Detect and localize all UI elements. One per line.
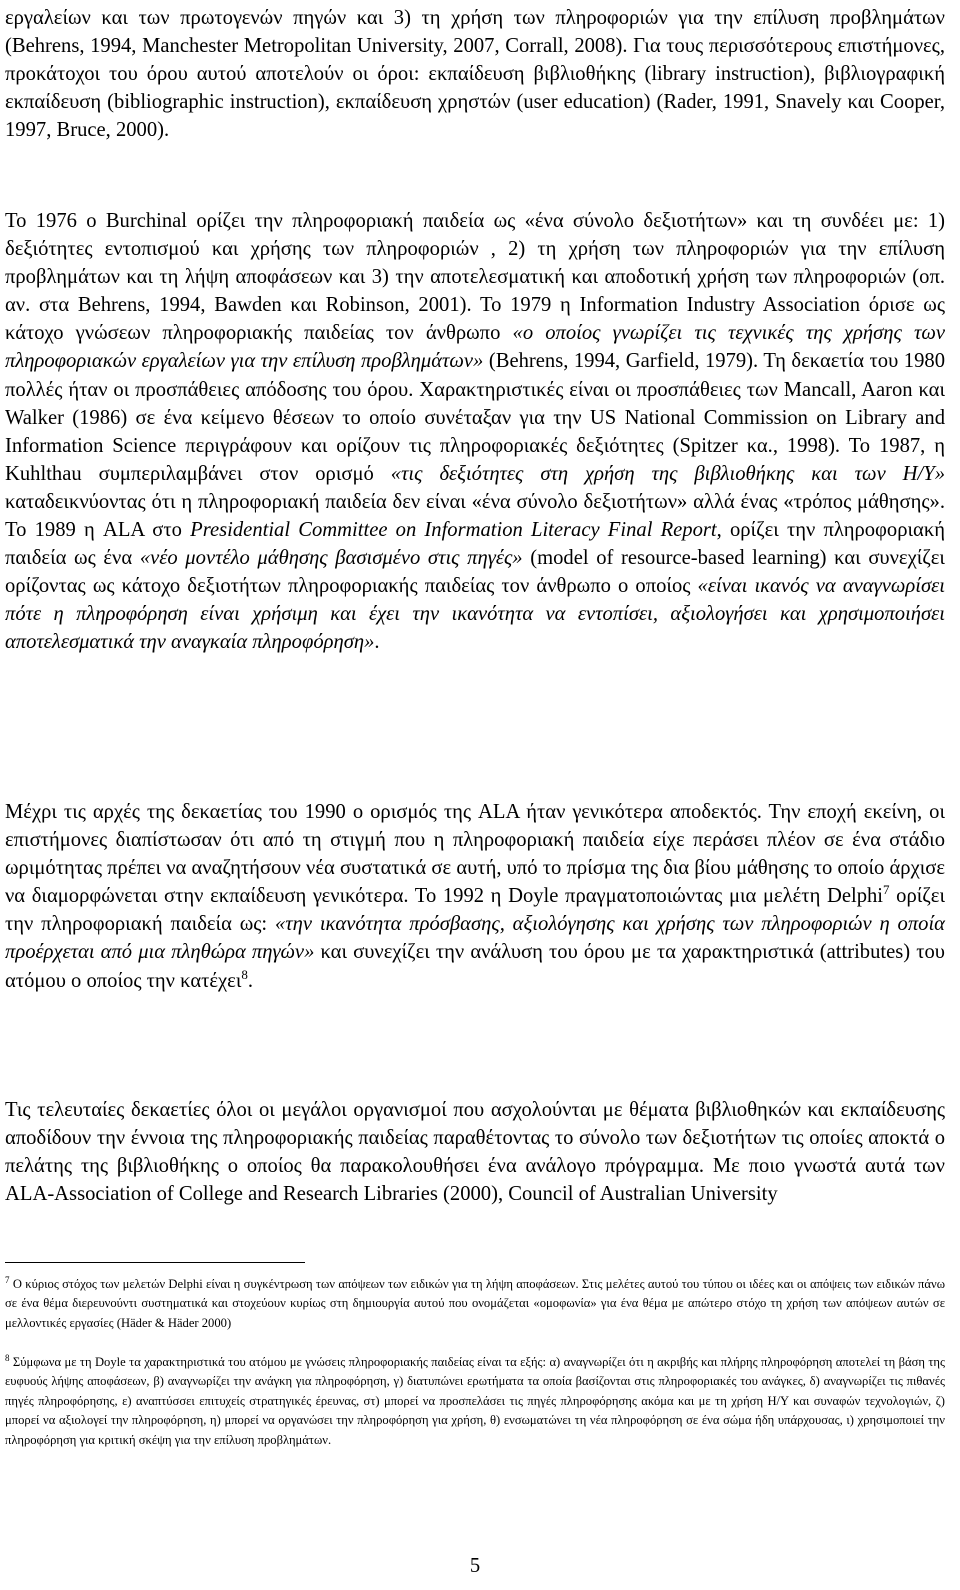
paragraph-2	[5, 207, 945, 657]
paragraph-4	[5, 1096, 945, 1208]
paragraph-2-text: (Behrens, 1994, Garfield, 1979). Τη δεκαετία του 1980 πολλές ήταν οι προσπάθειες απόδοσης του όρου. Χαρακτηριστικές είναι οι προσπάθειες των Mancall, Aaron και Walker (1986) σε ένα κείμενο θέσεων το οποίο συνέταξαν για την US National Commission on Library and Information Science περιγράφουν και ορίζουν τις πληροφοριακές δεξιότητες (Spitzer κα., 1998). Το 1987, η Kuhlthau συμπεριλαμβάνει στον ορισμό	[5, 350, 945, 485]
paragraph-2-text: καταδεικνύοντας ότι η πληροφοριακή παιδεία δεν είναι «ένα σύνολο δεξιοτήτων» αλλά ένας «τρόπος μάθησης». Το 1989 η ALA στο	[5, 490, 945, 542]
footnote-text: Σύμφωνα με τη Doyle τα χαρακτηριστικά του ατόμου με γνώσεις πληροφοριακής παιδείας είναι τα εξής: α) αναγνωρίζει ότι η ακριβής και πλήρης πληροφόρηση αποτελεί τη βάση της ευφυούς λήψης αποφάσεων, β) αναγνωρίζει την ανάγκη για πληροφόρηση, γ) διατυπώνει ερωτήματα τα οποία βασίζονται στις πληροφοριακές του ανάγκες, δ) αναγνωρίζει τις πιθανές πηγές πληροφόρησης, ε) αναπτύσσει επιτυχείς στρατηγικές έρευνας, στ) μπορεί να προσπελάσει τις πηγές πληροφόρησης ακόμα και με τη χρήση Η/Υ και συναφών τεχνολογιών, ζ) μπορεί να αξιολογεί την πληροφόρηση, η) μπορεί να οργανώσει την πληροφόρηση για χρήση, θ) ενσωματώνει τη νέα πληροφόρηση σε ένα σώμα ήδη υπάρχουσας, ι) χρησιμοποιεί την πληροφόρηση για κριτική σκέψη για την επίλυση προβλημάτων.	[5, 1355, 945, 1447]
paragraph-3-text: .	[247, 969, 254, 992]
footnote-7	[5, 1275, 945, 1333]
quote-iia-definition: «ο οποίος γνωρίζει τις τεχνικές της χρήσης των πληροφοριακών εργαλείων για την επίλυση προβλημάτων»	[5, 322, 946, 373]
paragraph-1-text: εργαλείων και των πρωτογενών πηγών και 3) τη χρήση των πληροφοριών για την επίλυση προβλημάτων (Behrens, 1994, Manchester Metropolitan University, 2007, Corrall, 2008). Για τους περισσότερους επιστήμονες, προκάτοχοι του όρου αυτού αποτελούν οι όροι: εκπαίδευση βιβλιοθήκης (library instruction), βιβλιογραφική εκπαίδευση (bibliographic instruction), εκπαίδευση χρηστών (user education) (Rader, 1991, Snavely και Cooper, 1997, Bruce, 2000).	[5, 7, 945, 142]
paragraph-2-text: (model of resource-based learning) και συνεχίζει ορίζοντας ως κάτοχο δεξιοτήτων πληροφοριακής παιδείας τον άνθρωπο ο οποίος	[5, 547, 945, 598]
paragraph-3	[5, 798, 945, 995]
paragraph-4-text: Τις τελευταίες δεκαετίες όλοι οι μεγάλοι οργανισμοί που ασχολούνται με θέματα βιβλιοθηκών και εκπαίδευσης αποδίδουν την έννοια της πληροφοριακής παιδείας παραθέτοντας το σύνολο των δεξιοτήτων τις οποίες αποκτά ο πελάτης της βιβλιοθήκης ο οποίος θα παρακολουθήσει ένα ανάλογο πρόγραμμα. Με ποιο γνωστά αυτά των ALA-Association of College and Research Libraries (2000), Council of Australian University	[5, 1099, 945, 1206]
page-number: 5	[469, 1555, 481, 1577]
footnote-ref-8[interactable]: 8	[241, 966, 248, 982]
paragraph-2-text: , ορίζει την πληροφοριακή παιδεία ως ένα	[5, 519, 945, 570]
footnote-separator	[5, 1262, 305, 1263]
footnote-ref-7[interactable]: 7	[883, 882, 890, 898]
report-title: Presidential Committee on Information Literacy Final Report	[190, 519, 717, 542]
paragraph-3-text: ορίζει την πληροφοριακή παιδεία ως:	[5, 885, 945, 936]
quote-kuhlthau-definition: «τις δεξιότητες στη χρήση της βιβλιοθήκης και των Η/Υ»	[390, 462, 945, 485]
quote-doyle-definition: «την ικανότητα πρόσβασης, αξιολόγησης και χρήσης των πληροφοριών η οποία προέρχεται από μια πληθώρα πηγών»	[5, 913, 945, 964]
paragraph-2-text: Το 1976 ο Burchinal ορίζει την πληροφοριακή παιδεία ως «ένα σύνολο δεξιοτήτων» και τη συνδέει με: 1) δεξιότητες εντοπισμού και χρήσης των πληροφοριών , 2) τη χρήση των πληροφοριών για την επίλυση προβλημάτων και τη λήψη αποφάσεων και 3) την αποτελεσματική και αποδοτική χρήση των πληροφοριών (οπ. αν. στα Behrens, 1994, Bawden και Robinson, 2001). Το 1979 η Information Industry Association όρισε ως κάτοχο γνώσεων πληροφοριακής παιδείας τον άνθρωπο	[5, 210, 945, 345]
footnote-8	[5, 1353, 945, 1450]
footnote-text: Ο κύριος στόχος των μελετών Delphi είναι η συγκέντρωση των απόψεων των ειδικών για τη λήψη αποφάσεων. Στις μελέτες αυτού του τύπου οι ιδέες και οι απόψεις των ειδικών πάνω σε ένα θέμα διερευνούντι συστηματικά και στοχεύουν κυρίως στη δημιουργία αυτού που ονομάζεται «ομοφωνία» για ένα θέμα με απώτερο στόχο τη χρήση των απόψεων αυτών σε μελλοντικές εργασίες (Häder & Häder 2000)	[5, 1277, 945, 1330]
footnote-number: 7	[5, 1274, 10, 1285]
quote-ala-definition: «είναι ικανός να αναγνωρίσει πότε η πληροφόρηση είναι χρήσιμη και έχει την ικανότητα να εντοπίσει, αξιολογήσει και χρησιμοποιήσει αποτελεσματικά την αναγκαία πληροφόρηση»	[5, 575, 945, 654]
quote-ala-model: «νέο μοντέλο μάθησης βασισμένο στις πηγές»	[139, 547, 523, 570]
paragraph-2-text: .	[374, 631, 380, 654]
paragraph-1	[5, 4, 945, 144]
footnote-number: 8	[5, 1352, 10, 1363]
paragraph-3-text: και συνεχίζει την ανάλυση του όρου με τα χαρακτηριστικά (attributes) του ατόμου ο οποίος την κατέχει	[5, 941, 945, 992]
paragraph-3-text: Μέχρι τις αρχές της δεκαετίας του 1990 ο ορισμός της ALA ήταν γενικότερα αποδεκτός. Την εποχή εκείνη, οι επιστήμονες διαπίστωσαν ότι από τη στιγμή που η πληροφοριακή παιδεία είχε περάσει πλέον σε ένα στάδιο ωριμότητας πρέπει να αναζητήσουν νέα συστατικά σε αυτή, υπό το πρίσμα της δια βίου μάθησης το οποίο άρχισε να διαμορφώνεται στην εκπαίδευση γενικότερα. Το 1992 η Doyle πραγματοποιώντας μια μελέτη Delphi	[5, 801, 945, 908]
